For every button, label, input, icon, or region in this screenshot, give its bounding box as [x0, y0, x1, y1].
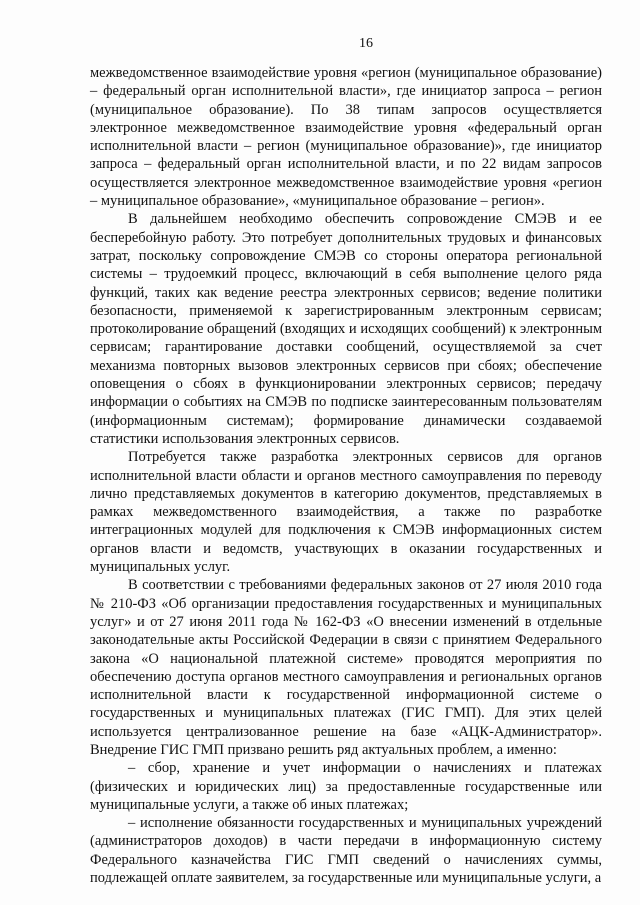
paragraph-1: межведомственное взаимодействие уровня «регион (муниципальное образование) – федеральный орган исполнительной власти», где инициатор запроса – регион (муниципальное образование). По 38 типам запросов осуществляется электронное межведомственное взаимодействие уровня «федеральный орган исполнительной власти – регион (муниципальное образование)», где инициатор запроса – федеральный орган исполнительной власти, и по 22 видам запросов осуществляется электронное межведомственное взаимодействие уровня «регион – муниципальное образование», «муниципальное образование – регион».	[90, 65, 602, 210]
page-number: 16	[359, 36, 373, 51]
document-body	[90, 64, 602, 887]
list-item-1: – сбор, хранение и учет информации о начислениях и платежах (физических и юридических лиц) за предоставленные государственные или муниципальные услуги, а также об иных платежах;	[90, 760, 602, 813]
paragraph-3: Потребуется также разработка электронных сервисов для органов исполнительной власти области и органов местного самоуправления по переводу лично представляемых документов в категорию документов, представляемых в рамках межведомственного взаимодействия, а также по разработке интеграционных модулей для подключения к СМЭВ информационных систем органов власти и ведомств, участвующих в оказании государственных и муниципальных услуг.	[90, 449, 602, 576]
paragraph-2: В дальнейшем необходимо обеспечить сопровождение СМЭВ и ее бесперебойную работу. Это потребует дополнительных трудовых и финансовых затрат, поскольку сопровождение СМЭВ со стороны оператора региональной системы – трудоемкий процесс, включающий в себя выполнение целого ряда функций, таких как ведение реестра электронных сервисов; ведение политики безопасности, применяемой к зарегистрированным электронным сервисам; протоколирование обращений (входящих и исходящих сообщений) к электронным сервисам; гарантирование доставки сообщений, осуществляемой за счет механизма повторных вызовов электронных сервисов при сбоях; обеспечение оповещения о сбоях в функционировании электронных сервисов; передачу информации о событиях на СМЭВ по подписке заинтересованным пользователям (информационным системам); формирование динамически создаваемой статистики использования электронных сервисов.	[90, 211, 602, 447]
paragraph-4: В соответствии с требованиями федеральных законов от 27 июля 2010 года № 210-ФЗ «Об организации предоставления государственных и муниципальных услуг» и от 27 июня 2011 года № 162-ФЗ «О внесении изменений в отдельные законодательные акты Российской Федерации в связи с принятием Федерального закона «О национальной платежной системе» проводятся мероприятия по обеспечению доступа органов местного самоуправления и региональных органов исполнительной власти к государственной информационной системе о государственных и муниципальных платежах (ГИС ГМП). Для этих целей используется централизованное решение на базе «АЦК-Администратор». Внедрение ГИС ГМП призвано решить ряд актуальных проблем, а именно:	[90, 577, 602, 758]
list-item-2: – исполнение обязанности государственных и муниципальных учреждений (администраторов доходов) в части передачи в информационную систему Федерального казначейства ГИС ГМП сведений о начислениях суммы, подлежащей оплате заявителем, за государственные или муниципальные услуги, а	[90, 815, 602, 887]
